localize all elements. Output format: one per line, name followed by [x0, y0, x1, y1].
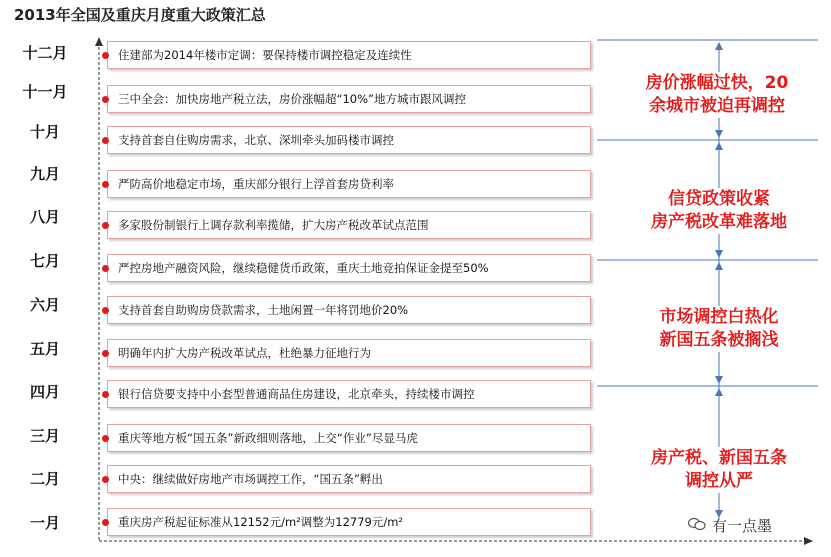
- phase-arrow-4-top: [715, 388, 723, 396]
- event-text: 重庆等地方板“国五条”新政细则落地，上交“作业”尽显马虎: [118, 431, 418, 445]
- event-box: [107, 211, 591, 239]
- phase-arrow-3-bottom: [715, 376, 723, 384]
- event-text: 中央：继续做好房地产市场调控工作，“国五条”孵出: [118, 472, 383, 486]
- timeline-marker: [102, 435, 109, 442]
- timeline-marker: [102, 350, 109, 357]
- month-label: 三月: [29, 427, 60, 445]
- phase-label-line: 房产税、新国五条: [651, 448, 787, 468]
- phase-arrow-1-top: [715, 42, 723, 50]
- month-label: 八月: [29, 208, 60, 226]
- timeline-marker: [102, 181, 109, 188]
- phase-arrow-3-top: [715, 262, 723, 270]
- phase-label-line: 市场调控白热化: [659, 307, 779, 327]
- phase-label-line: 房产税改革难落地: [651, 212, 787, 232]
- axis-arrow-right: [804, 537, 813, 545]
- phase-arrow-2-top: [715, 142, 723, 150]
- timeline-marker: [102, 265, 109, 272]
- event-box: [107, 170, 591, 198]
- timeline-marker: [102, 137, 109, 144]
- phase-label-line: 信贷政策收紧: [668, 189, 770, 209]
- event-text: 支持首套自住购房需求，北京、深圳牵头加码楼市调控: [118, 133, 394, 147]
- month-label: 十月: [29, 123, 60, 141]
- month-label: 五月: [29, 340, 60, 358]
- phase-label-line: 房价涨幅过快，20: [645, 73, 789, 93]
- month-label: 四月: [29, 383, 60, 401]
- timeline-marker: [102, 519, 109, 526]
- month-label: 二月: [29, 470, 60, 488]
- event-text: 重庆房产税起征标准从12152元/m²调整为12779元/m²: [118, 515, 404, 529]
- event-box: [107, 85, 591, 113]
- month-label: 一月: [29, 514, 60, 532]
- watermark: [688, 515, 772, 536]
- event-box: [107, 339, 591, 367]
- month-label: 十一月: [22, 83, 68, 101]
- event-text: 严控房地产融资风险，继续稳健货币政策，重庆土地竞拍保证金提至50%: [118, 261, 489, 275]
- event-text: 三中全会：加快房地产税立法，房价涨幅超“10%”地方城市跟风调控: [118, 92, 466, 106]
- event-box: [107, 465, 591, 493]
- month-label: 九月: [29, 165, 60, 183]
- timeline-marker: [102, 476, 109, 483]
- timeline-marker: [102, 391, 109, 398]
- event-text: 明确年内扩大房产税改革试点，杜绝暴力征地行为: [118, 346, 371, 360]
- month-label: 七月: [29, 252, 60, 270]
- event-box: [107, 296, 591, 324]
- event-box: [107, 508, 591, 536]
- event-box: [107, 254, 591, 282]
- phase-arrow-1-bottom: [715, 130, 723, 138]
- timeline-marker: [102, 96, 109, 103]
- event-box: [107, 424, 591, 452]
- watermark-text: 有一点墨: [712, 517, 773, 535]
- event-box: [107, 380, 591, 408]
- phase-label-line: 余城市被迫再调控: [649, 96, 785, 116]
- timeline-marker: [102, 52, 109, 59]
- month-label: 六月: [29, 296, 60, 314]
- event-text: 严防高价地稳定市场，重庆部分银行上浮首套房贷利率: [118, 177, 394, 191]
- chart-title: 2013年全国及重庆月度重大政策汇总: [14, 6, 266, 24]
- event-text: 支持首套自助购房贷款需求，土地闲置一年将罚地价20%: [118, 303, 409, 317]
- timeline-marker: [102, 307, 109, 314]
- timeline-marker: [102, 222, 109, 229]
- event-box: [107, 41, 591, 69]
- phase-label: [605, 447, 831, 493]
- event-text: 多家股份制银行上调存款利率揽储，扩大房产税改革试点范围: [118, 218, 429, 232]
- chat-bubbles-icon: [688, 517, 706, 535]
- axis-arrow-up: [95, 37, 103, 46]
- phase-label: [603, 72, 831, 118]
- phase-label: [605, 306, 831, 352]
- event-box: [107, 126, 591, 154]
- event-text: 银行信贷要支持中小套型普通商品住房建设，北京牵头，持续楼市调控: [118, 387, 475, 401]
- phase-arrow-2-bottom: [715, 250, 723, 258]
- month-label: 十二月: [22, 44, 68, 62]
- event-text: 住建部为2014年楼市定调：要保持楼市调控稳定及连续性: [118, 48, 412, 62]
- phase-label-line: 调控从严: [685, 471, 753, 491]
- phase-label-line: 新国五条被搁浅: [659, 330, 779, 350]
- phase-label: [605, 188, 831, 234]
